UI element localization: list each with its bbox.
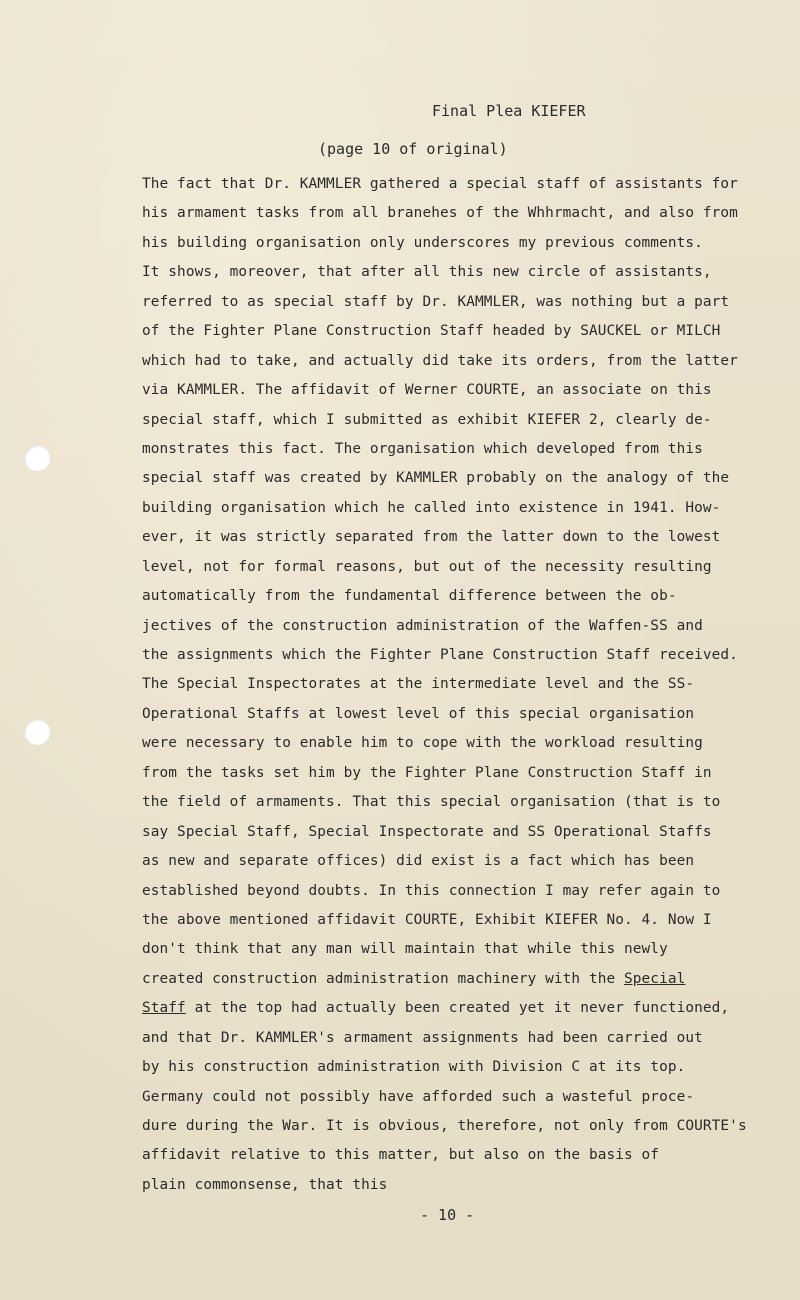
text-line: referred to as special staff by Dr. KAMMLER, was nothing but a part bbox=[142, 293, 730, 310]
text-line: plain commonsense, that this bbox=[142, 1176, 388, 1193]
text-line: level, not for formal reasons, but out of the necessity resulting bbox=[142, 558, 712, 575]
text-line bbox=[142, 965, 742, 994]
text-line: building organisation which he called into existence in 1941. How- bbox=[142, 499, 721, 516]
underlined-text: Special bbox=[624, 970, 686, 987]
text-line: don't think that any man will maintain that while this newly bbox=[142, 941, 668, 958]
text-line: say Special Staff, Special Inspectorate and SS Operational Staffs bbox=[142, 823, 712, 840]
text-line: from the tasks set him by the Fighter Plane Construction Staff in bbox=[142, 764, 712, 781]
text-line: affidavit relative to this matter, but also on the basis of bbox=[142, 1147, 660, 1164]
text-line: It shows, moreover, that after all this new circle of assistants, bbox=[142, 264, 712, 281]
text-line: Operational Staffs at lowest level of this special organisation bbox=[142, 705, 695, 722]
text-line: monstrates this fact. The organisation which developed from this bbox=[142, 440, 703, 457]
text-line: The fact that Dr. KAMMLER gathered a special staff of assistants for bbox=[142, 176, 738, 192]
document-subtitle: (page 10 of original) bbox=[318, 140, 508, 158]
text-line: The Special Inspectorates at the intermediate level and the SS- bbox=[142, 676, 695, 693]
document-title: Final Plea KIEFER bbox=[432, 102, 586, 120]
text-line: which had to take, and actually did take its orders, from the latter bbox=[142, 352, 738, 369]
text-line: as new and separate offices) did exist is a fact which has been bbox=[142, 853, 695, 870]
text-line: established beyond doubts. In this connection I may refer again to bbox=[142, 882, 721, 899]
text-line: automatically from the fundamental difference between the ob- bbox=[142, 588, 677, 605]
text-line: were necessary to enable him to cope with the workload resulting bbox=[142, 735, 703, 752]
text-line bbox=[142, 994, 742, 1023]
page-number: - 10 - bbox=[420, 1206, 475, 1224]
text-segment: at the top had actually been created yet it never functioned, bbox=[185, 1000, 730, 1017]
text-line: via KAMMLER. The affidavit of Werner COURTE, an associate on this bbox=[142, 382, 712, 399]
text-line: of the Fighter Plane Construction Staff headed by SAUCKEL or MILCH bbox=[142, 323, 721, 340]
text-line: Germany could not possibly have afforded such a wasteful proce- bbox=[142, 1088, 695, 1105]
punch-hole bbox=[24, 719, 50, 745]
text-line: his armament tasks from all branehes of the Whhrmacht, and also from bbox=[142, 205, 738, 222]
document-body bbox=[142, 170, 747, 1200]
text-line: special staff, which I submitted as exhibit KIEFER 2, clearly de- bbox=[142, 411, 712, 428]
text-line: ever, it was strictly separated from the latter down to the lowest bbox=[142, 529, 721, 546]
text-line: special staff was created by KAMMLER probably on the analogy of the bbox=[142, 470, 730, 487]
text-segment: created construction administration machinery with the bbox=[142, 970, 625, 987]
text-line: by his construction administration with Division C at its top. bbox=[142, 1059, 686, 1076]
text-line: the above mentioned affidavit COURTE, Exhibit KIEFER No. 4. Now I bbox=[142, 911, 712, 928]
text-line: the assignments which the Fighter Plane Construction Staff received. bbox=[142, 647, 738, 663]
punch-hole bbox=[24, 445, 50, 471]
text-line: and that Dr. KAMMLER's armament assignments had been carried out bbox=[142, 1029, 703, 1046]
text-line: the field of armaments. That this special organisation (that is to bbox=[142, 794, 721, 811]
underlined-text: Staff bbox=[142, 1000, 186, 1017]
text-line: jectives of the construction administration of the Waffen-SS and bbox=[142, 617, 703, 634]
text-line: dure during the War. It is obvious, therefore, not only from COURTE's bbox=[142, 1118, 747, 1134]
text-line: his building organisation only underscores my previous comments. bbox=[142, 234, 703, 251]
